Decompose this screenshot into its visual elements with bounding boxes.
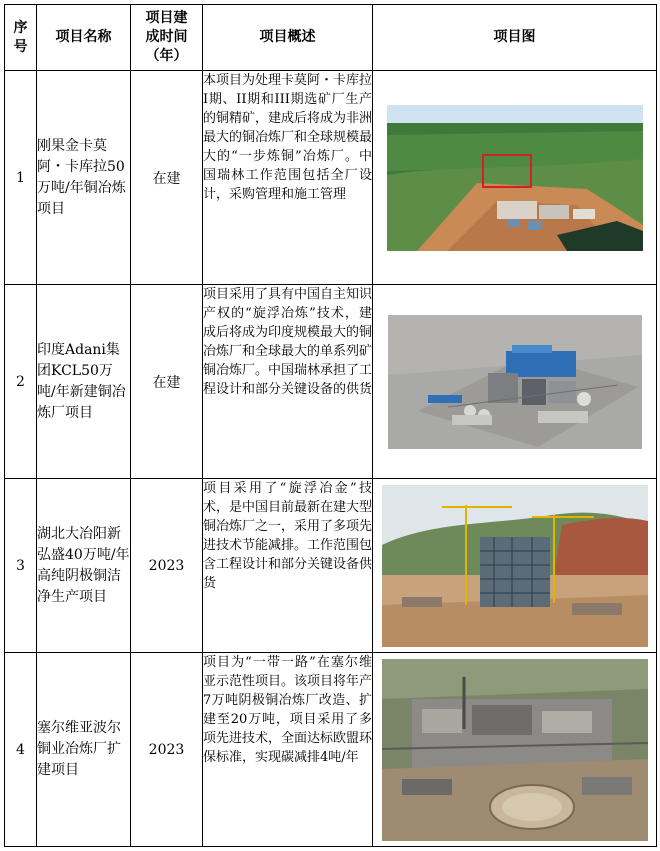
project-image-cell [373, 479, 657, 653]
industrial-plant-aerial-photo-icon [382, 659, 648, 841]
header-name: 项目名称 [37, 5, 131, 71]
header-description: 项目概述 [203, 5, 373, 71]
row-index: 3 [5, 479, 37, 653]
smelter-3d-rendering-icon [388, 315, 642, 449]
table-row [5, 479, 657, 653]
project-name: 塞尔维亚波尔铜业冶炼厂扩建项目 [37, 653, 131, 847]
table-row [5, 285, 657, 479]
row-index: 4 [5, 653, 37, 847]
project-image-cell [373, 71, 657, 285]
project-name: 印度Adani集团KCL50万吨/年新建铜冶炼厂项目 [37, 285, 131, 479]
header-year: 项目建 成时间 （年） [131, 5, 203, 71]
project-image-cell [373, 285, 657, 479]
project-name: 刚果金卡莫阿・卡库拉50万吨/年铜冶炼项目 [37, 71, 131, 285]
construction-site-photo-icon [382, 485, 648, 647]
projects-table [4, 4, 657, 847]
aerial-smelter-site-photo-icon [387, 105, 643, 251]
table-header-row [5, 5, 657, 71]
header-image: 项目图 [373, 5, 657, 71]
row-index: 1 [5, 71, 37, 285]
project-description: 项目采用了具有中国自主知识产权的“旋浮冶炼”技术，建成后将成为印度规模最大的铜冶炼厂和全球最大的单系列矿铜冶炼厂。中国瑞林承担了工程设计和部分关键设备的供货 [203, 285, 373, 479]
project-image-cell [373, 653, 657, 847]
table-row [5, 653, 657, 847]
completion-year: 在建 [131, 285, 203, 479]
project-description: 本项目为处理卡莫阿・卡库拉I期、II期和III期选矿厂生产的铜精矿，建成后将成为非洲最大的铜冶炼厂和全球规模最大的“一步炼铜”冶炼厂。中国瑞林工作范围包括全厂设计，采购管理和施工管理 [203, 71, 373, 285]
completion-year: 在建 [131, 71, 203, 285]
table-row [5, 71, 657, 285]
header-index: 序 号 [5, 5, 37, 71]
project-name: 湖北大冶阳新弘盛40万吨/年高纯阴极铜洁净生产项目 [37, 479, 131, 653]
completion-year: 2023 [131, 479, 203, 653]
completion-year: 2023 [131, 653, 203, 847]
project-description: 项目为“一带一路”在塞尔维亚示范性项目。该项目将年产7万吨阴极铜冶炼厂改造、扩建至20万吨，项目采用了多项先进技术，全面达标欧盟环保标准，实现碳减排4吨/年 [203, 653, 373, 847]
project-description: 项目采用了“旋浮冶金”技术，是中国目前最新在建大型铜冶炼厂之一，采用了多项先进技术节能减排。工作范围包含工程设计和部分关键设备供货 [203, 479, 373, 653]
row-index: 2 [5, 285, 37, 479]
